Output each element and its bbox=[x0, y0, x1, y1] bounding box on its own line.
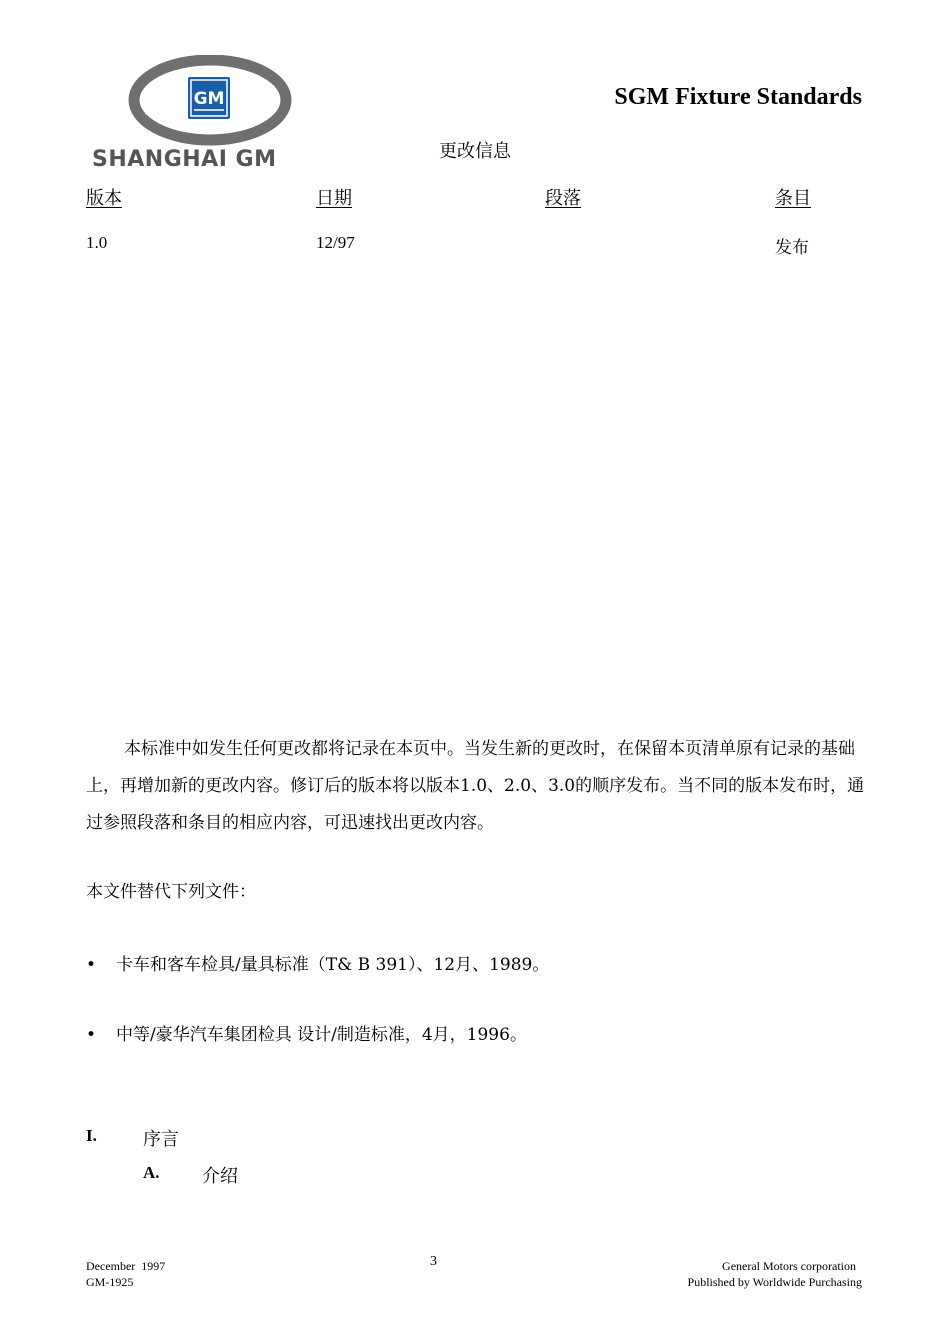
table-row-version: 1.0 bbox=[86, 233, 108, 252]
footer-left bbox=[86, 1258, 165, 1290]
change-policy-paragraph: 本标准中如发生任何更改都将记录在本页中。当发生新的更改时，在保留本页清单原有记录的基础上，再增加新的更改内容。修订后的版本将以版本1.0、2.0、3.0的顺序发布。当不同的版本发布时，通过参照段落和条目的相应内容，可迅速找出更改内容。 bbox=[86, 739, 865, 833]
list-item bbox=[86, 950, 549, 975]
gm-emblem-text: GM bbox=[193, 89, 225, 109]
section-number: I. bbox=[86, 1126, 97, 1145]
subsection-number: A. bbox=[143, 1163, 160, 1182]
subsection-title: 介绍 bbox=[202, 1166, 238, 1187]
column-header-date: 日期 bbox=[316, 188, 352, 209]
replaced-document-2: 中等/豪华汽车集团检具 设计/制造标准，4月，1996。 bbox=[116, 1025, 527, 1045]
footer-date: December 1997 bbox=[86, 1259, 166, 1273]
table-row-item: 发布 bbox=[775, 238, 809, 257]
bullet-icon: • bbox=[86, 1025, 97, 1045]
logo-wordmark: SHANGHAI GM bbox=[92, 147, 277, 172]
column-header-item: 条目 bbox=[775, 188, 811, 209]
page-number: 3 bbox=[430, 1254, 437, 1269]
document-title: SGM Fixture Standards bbox=[614, 84, 862, 110]
column-header-version: 版本 bbox=[86, 188, 122, 209]
replaces-intro: 本文件替代下列文件： bbox=[86, 882, 256, 902]
footer-publisher: Published by Worldwide Purchasing bbox=[687, 1275, 862, 1289]
replaced-document-1: 卡车和客车检具/量具标准（T& B 391）、12月、1989。 bbox=[116, 955, 550, 975]
bullet-icon: • bbox=[86, 955, 97, 975]
change-info-heading: 更改信息 bbox=[439, 141, 511, 162]
list-item bbox=[86, 1020, 527, 1045]
footer-right bbox=[688, 1258, 862, 1290]
footer-company: General Motors corporation bbox=[722, 1259, 856, 1273]
column-header-paragraph: 段落 bbox=[545, 188, 581, 209]
table-row-date: 12/97 bbox=[316, 233, 355, 252]
section-title: 序言 bbox=[143, 1129, 179, 1150]
footer-doc-number: GM-1925 bbox=[86, 1275, 134, 1289]
